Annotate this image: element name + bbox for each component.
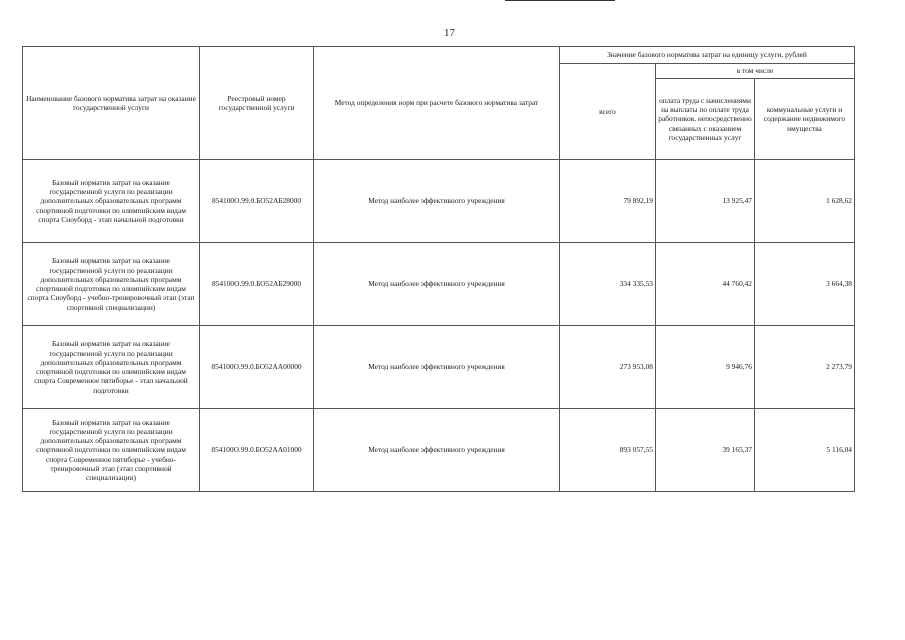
table-row — [23, 160, 855, 243]
row-registry: 854100О.99.0.БО52АА00000 — [200, 326, 314, 409]
row-utilities: 2 273,79 — [755, 326, 855, 409]
row-registry: 854100О.99.0.БО52АБ28000 — [200, 160, 314, 243]
header-registry: Реестровый номер государственной услуги — [200, 47, 314, 160]
header-value-group: Значение базового норматива затрат на единицу услуги, рублей — [560, 47, 855, 64]
row-registry: 854100О.99.0.БО52АБ29000 — [200, 243, 314, 326]
header-name: Наименование базового норматива затрат на оказание государственной услуги — [23, 47, 200, 160]
row-method: Метод наиболее эффективного учреждения — [314, 243, 560, 326]
row-labor: 39 165,37 — [656, 409, 755, 492]
row-total: 273 953,08 — [560, 326, 656, 409]
row-utilities: 3 664,38 — [755, 243, 855, 326]
row-method: Метод наиболее эффективного учреждения — [314, 326, 560, 409]
row-name: Базовый норматив затрат на оказание государственной услуги по реализации дополнительных образовательных программ спортивной подготовки по олимпийским видам спорта Сноуборд - этап начальной подготовки — [23, 160, 200, 243]
header-including: в том числе — [656, 64, 855, 79]
row-name: Базовый норматив затрат на оказание государственной услуги по реализации дополнительных образовательных программ спортивной подготовки по олимпийским видам спорта Сноуборд - учебно-тренировочный этап (этап спортивной специализации) — [23, 243, 200, 326]
header-utilities: коммунальные услуги и содержание недвижимого имущества — [755, 79, 855, 160]
row-utilities: 1 628,62 — [755, 160, 855, 243]
row-utilities: 5 116,04 — [755, 409, 855, 492]
row-total: 79 892,19 — [560, 160, 656, 243]
row-total: 334 335,53 — [560, 243, 656, 326]
row-name: Базовый норматив затрат на оказание государственной услуги по реализации дополнительных образовательных программ спортивной подготовки по олимпийским видам спорта Современное пятиборье - учебно-тренировочный этап (этап спортивной специализации) — [23, 409, 200, 492]
header-labor: оплата труда с начислениями на выплаты по оплате труда работников, непосредственно связанных с оказанием государственных услуг — [656, 79, 755, 160]
table-row — [23, 243, 855, 326]
header-method: Метод определения норм при расчете базового норматива затрат — [314, 47, 560, 160]
table-row — [23, 326, 855, 409]
row-method: Метод наиболее эффективного учреждения — [314, 409, 560, 492]
norms-table — [22, 46, 855, 492]
table-row — [23, 409, 855, 492]
row-labor: 13 925,47 — [656, 160, 755, 243]
row-name: Базовый норматив затрат на оказание государственной услуги по реализации дополнительных образовательных программ спортивной подготовки по олимпийским видам спорта Современное пятиборье - этап начальной подготовки — [23, 326, 200, 409]
row-total: 893 057,55 — [560, 409, 656, 492]
header-row-1 — [23, 47, 855, 64]
row-registry: 854100О.99.0.БО52АА01000 — [200, 409, 314, 492]
row-method: Метод наиболее эффективного учреждения — [314, 160, 560, 243]
row-labor: 9 946,76 — [656, 326, 755, 409]
row-labor: 44 760,42 — [656, 243, 755, 326]
header-total: всего — [560, 64, 656, 160]
page-number: 17 — [444, 27, 455, 39]
top-rule — [505, 0, 615, 1]
